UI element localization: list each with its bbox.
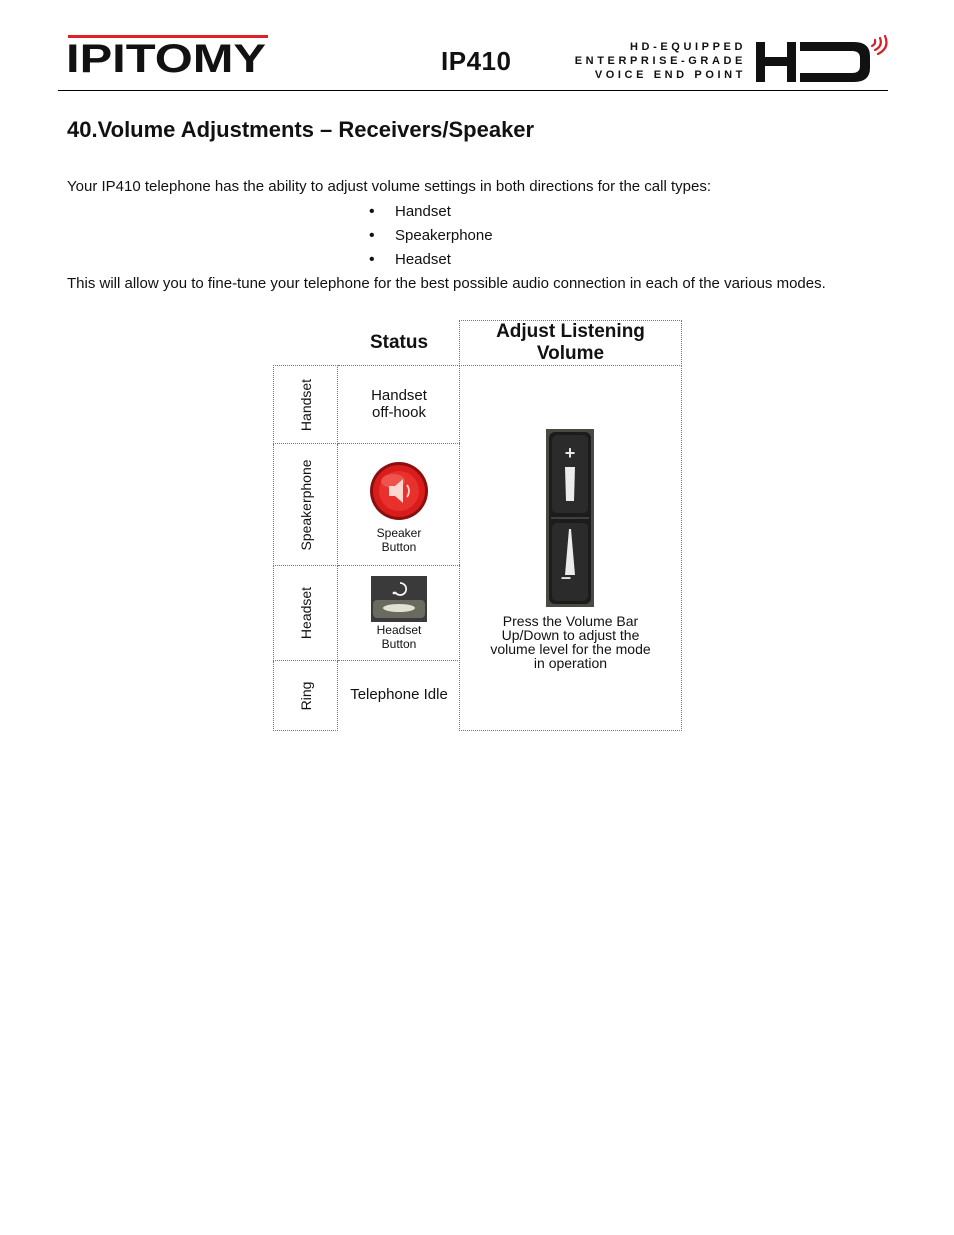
tagline-2: ENTERPRISE-GRADE	[574, 55, 746, 67]
list-item: • Headset	[369, 250, 493, 274]
ipitomy-logo	[66, 33, 270, 75]
model-title: IP410	[441, 46, 512, 76]
instruction-line: volume level for the mode	[490, 641, 651, 657]
intro-paragraph: Your IP410 telephone has the ability to adjust volume settings in both directions for the call types:	[67, 178, 712, 195]
adjust-header-line2: Volume	[536, 343, 605, 364]
call-type-list	[369, 202, 493, 274]
headset-icon	[371, 576, 427, 622]
outro-paragraph: This will allow you to fine-tune your telephone for the best possible audio connection in each of the various modes.	[67, 275, 826, 292]
status-header-cell	[338, 320, 460, 366]
mode-cell-handset	[273, 365, 338, 444]
status-text: Handset	[371, 387, 427, 404]
status-text: Headset	[376, 623, 422, 637]
mode-cell-headset	[273, 566, 338, 661]
adjust-cell	[459, 365, 682, 731]
volume-plus-label: +	[564, 443, 576, 463]
mode-cell-speakerphone	[273, 444, 338, 566]
mode-label: Ring	[297, 681, 314, 710]
mode-label: Speakerphone	[297, 458, 314, 551]
tagline-3: VOICE END POINT	[594, 69, 746, 81]
instruction-line: Press the Volume Bar	[502, 613, 639, 629]
mode-label: Handset	[297, 378, 314, 431]
wifi-signal-icon	[872, 36, 886, 54]
status-cell-ring	[338, 661, 460, 731]
status-cell-handset	[338, 365, 460, 444]
status-text: Speaker	[376, 526, 422, 540]
status-text: Button	[381, 540, 417, 554]
header-rule	[58, 90, 888, 91]
mode-label: Headset	[297, 586, 314, 640]
status-text: off-hook	[372, 404, 426, 421]
volume-minus-label: –	[560, 567, 572, 587]
section-heading: 40.Volume Adjustments – Receivers/Speaker	[67, 117, 535, 142]
status-header: Status	[369, 332, 429, 353]
instruction-line: in operation	[533, 655, 608, 671]
status-cell-speakerphone	[338, 444, 460, 566]
speaker-icon	[369, 461, 429, 521]
tagline-1: HD-EQUIPPED	[630, 41, 746, 53]
svg-text:IPITOMY: IPITOMY	[66, 37, 267, 75]
status-text: Telephone Idle	[350, 686, 448, 703]
adjust-header-line1: Adjust Listening	[496, 321, 645, 342]
instruction-line: Up/Down to adjust the	[501, 627, 640, 643]
volume-bar-icon	[546, 429, 594, 607]
adjust-header-cell	[459, 320, 682, 366]
list-item: • Handset	[369, 202, 493, 226]
status-text: Button	[381, 637, 417, 651]
list-item: • Speakerphone	[369, 226, 493, 250]
status-cell-headset	[338, 566, 460, 661]
hd-logo	[754, 32, 890, 84]
mode-cell-ring	[273, 661, 338, 731]
